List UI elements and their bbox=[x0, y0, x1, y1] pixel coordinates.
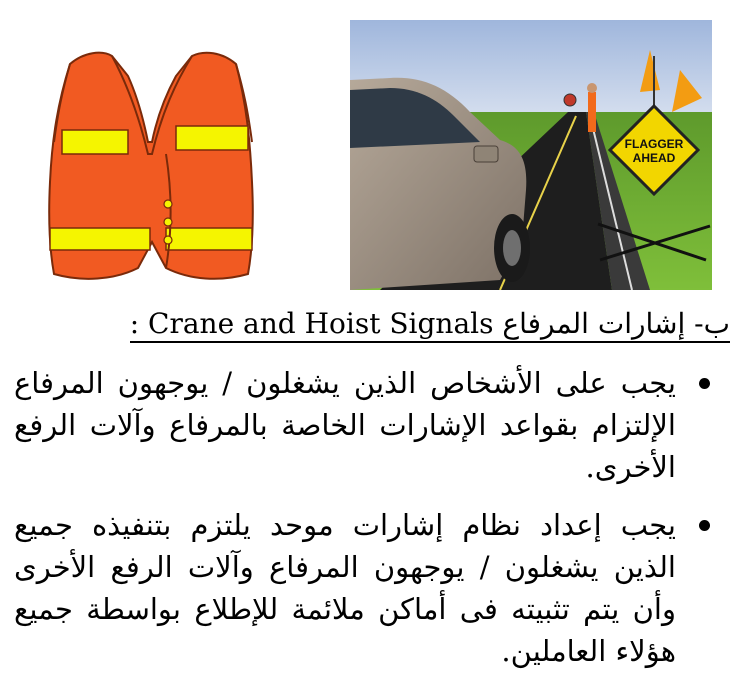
bullet-item bbox=[14, 362, 710, 488]
sign-text-line: AHEAD bbox=[632, 151, 676, 165]
bullet-text: يجب على الأشخاص الذين يشغلون / يوجهون المرفاع الإلتزام بقواعد الإشارات الخاصة بالمرفاع وآلات الرفع الأخرى. bbox=[14, 366, 676, 484]
bullet-item bbox=[14, 504, 710, 672]
bullet-icon bbox=[699, 378, 710, 389]
bullet-icon bbox=[699, 520, 710, 531]
road-flagger-scene-image bbox=[350, 20, 712, 290]
section-heading bbox=[90, 305, 730, 345]
safety-vest-icon bbox=[40, 42, 264, 290]
heading-arabic: ب- إشارات المرفاع bbox=[502, 307, 730, 340]
bullet-list bbox=[14, 362, 710, 688]
sign-text-line: FLAGGER bbox=[624, 137, 684, 151]
heading-english: Crane and Hoist Signals bbox=[148, 307, 494, 340]
bullet-text: يجب إعداد نظام إشارات موحد يلتزم بتنفيذه جميع الذين يشغلون / يوجهون المرفاع وآلات الرفع الأخرى وأن يتم تثبيته فى أماكن ملائمة للإطلاع بواسطة جميع هؤلاء العاملين. bbox=[14, 508, 676, 668]
heading-suffix: : bbox=[129, 307, 140, 340]
